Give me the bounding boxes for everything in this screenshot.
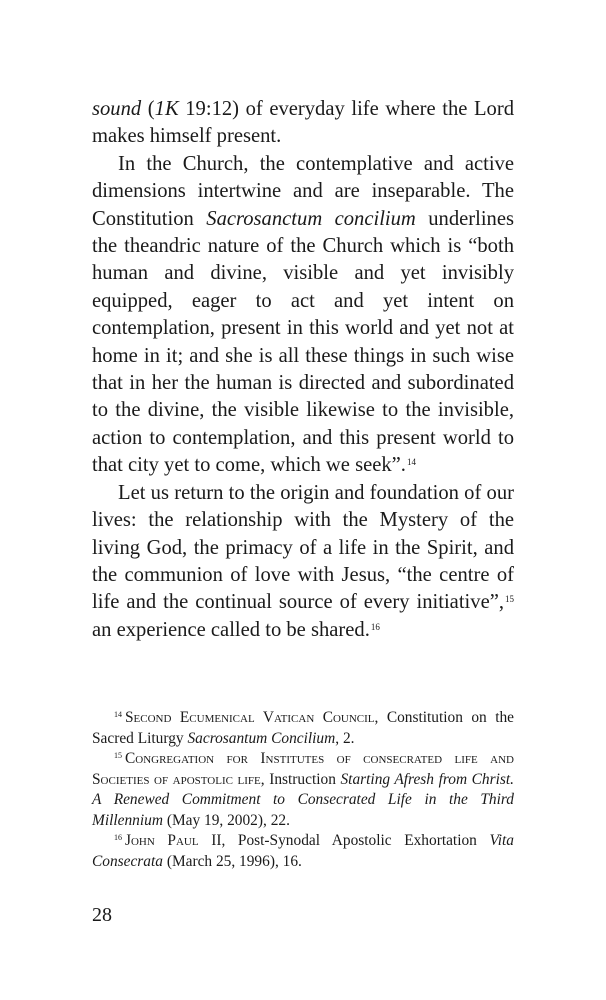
footnote-text: (May 19, 2002), 22.: [162, 811, 290, 829]
footnote-ref-16[interactable]: 16: [370, 621, 380, 632]
footnote-16: [92, 831, 514, 872]
main-text: [92, 96, 514, 644]
footnote-15: [92, 749, 514, 831]
paren-open: (: [141, 98, 155, 120]
paragraph-1-text: 19:12) of everyday life where the Lord makes himself present.: [92, 98, 514, 148]
footnote-title: Sacrosantum Concilium: [187, 729, 336, 747]
footnote-author: John Paul II: [125, 832, 222, 849]
footnote-ref-15[interactable]: 15: [505, 594, 514, 605]
footnotes: [92, 708, 514, 872]
footnote-14: [92, 708, 514, 749]
italic-word: sound: [92, 98, 142, 120]
footnote-text: , Post-Synodal Apostolic Exhortation: [221, 832, 490, 849]
document-title: Sacrosanctum concilium: [206, 207, 416, 230]
footnote-number: 16: [114, 833, 122, 842]
footnote-text: , 2.: [335, 729, 355, 747]
bible-reference: 1K: [154, 98, 179, 120]
paragraph-2-start: In the Church, the contemplative and active dimensions intertwine and are inseparable. The Constitution: [92, 152, 514, 230]
paragraph-3-start: Let us return to the origin and foundation of our lives: the relationship with the Mystery of the living God, the primacy of a life in the Spirit, and the communion of love with Jesus, “the centre of life and the continual source of every initiative”,: [92, 481, 514, 614]
paragraph-3: [92, 480, 514, 644]
paragraph-3-end: an experience called to be shared.: [92, 618, 370, 641]
footnote-ref-14[interactable]: 14: [406, 457, 416, 468]
footnote-number: 14: [114, 710, 122, 719]
footnote-author: Congregation for Institutes of consecrated life and Societies of apostolic life: [92, 750, 514, 788]
footnote-title: Vita Consecrata: [92, 832, 514, 870]
paragraph-1: [92, 96, 514, 151]
footnote-title: Starting Afresh from Christ. A Renewed Commitment to Consecrated Life in the Third Millennium: [92, 770, 514, 829]
footnote-number: 15: [114, 751, 122, 760]
footnote-author: Second Ecumenical Vatican Council: [125, 709, 375, 726]
footnote-text: , Constitution on the Sacred Liturgy: [92, 709, 514, 747]
footnote-text: (March 25, 1996), 16.: [162, 852, 302, 870]
footnote-text: , Instruction: [260, 770, 341, 788]
paragraph-2-text: underlines the theandric nature of the Church which is “both human and divine, visible and yet invisibly equipped, eager to act and yet intent on contemplation, present in this world and yet not at home in it; and she is all these things in such wise that in her the human is directed and subordinated to the divine, the visible likewise to the invisible, action to contemplation, and this present world to that city yet to come, which we seek”.: [92, 207, 515, 477]
paragraph-2: [92, 151, 514, 480]
page-number: 28: [92, 904, 112, 926]
